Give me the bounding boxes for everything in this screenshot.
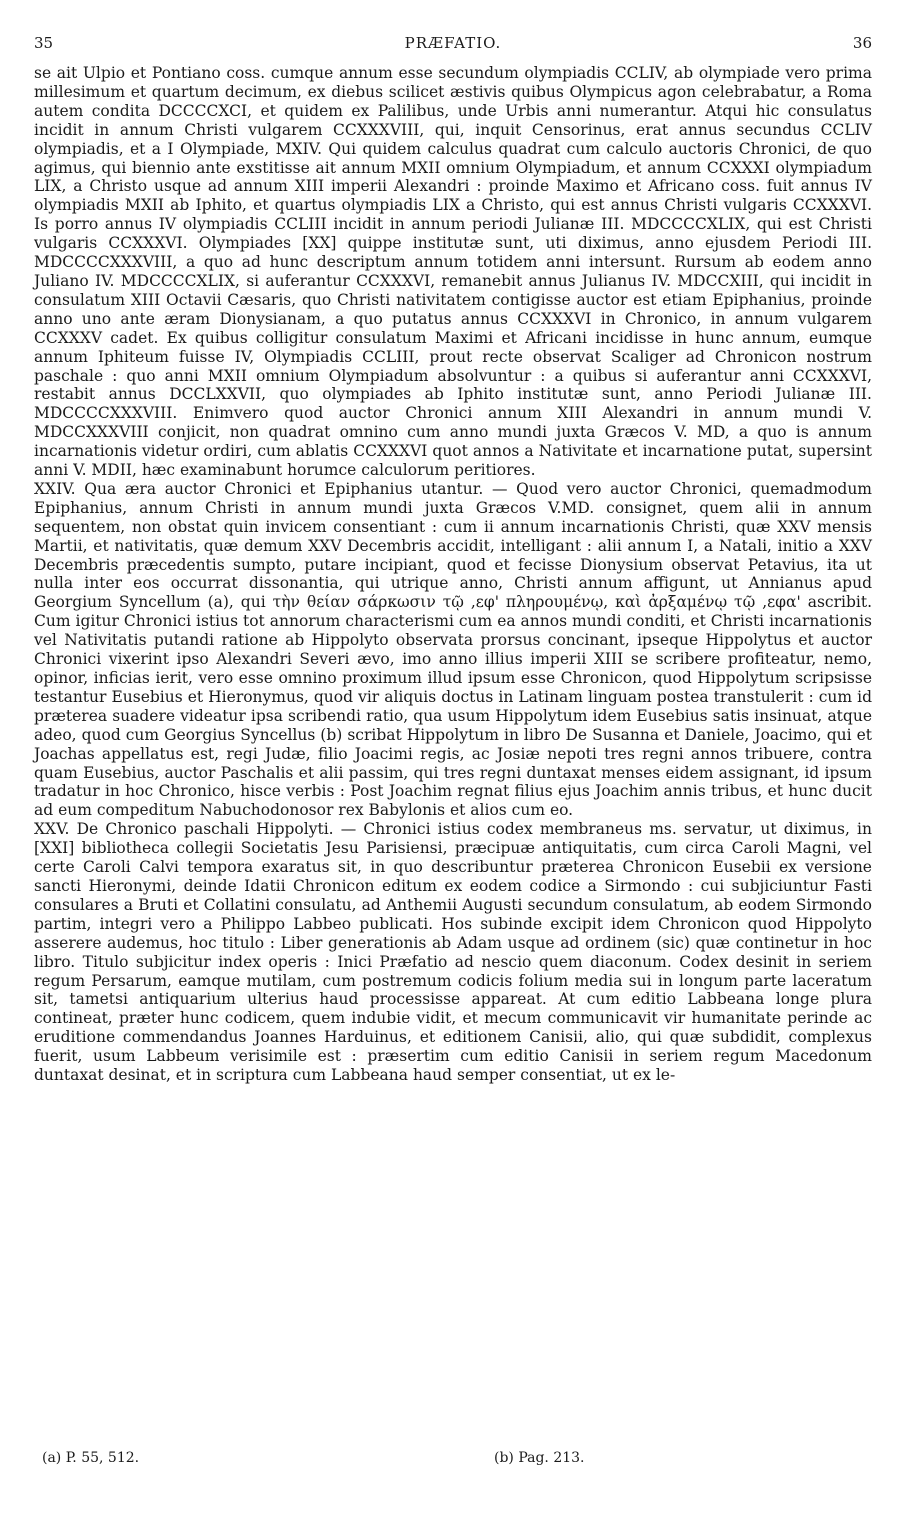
page-title: PRÆFATIO. [404,34,502,52]
footnote-a: (a) P. 55, 512. [42,1450,140,1466]
text-body [34,64,872,1085]
left-page-number: 35 [34,34,54,52]
footnotes [42,1450,842,1470]
paragraph-1: se ait Ulpio et Pontiano coss. cumque annum esse secundum olympiadis CCLIV, ab olympiade vero prima millesimum et quartum decimum, ex diebus scilicet æstivis quibus Olympicus agon celebrabatur, a Roma autem condita DCCCCXCI, et quidem ex Palilibus, unde Urbis anni numerantur. Atqui hic consulatus incidit in annum Christi vulgarem CCXXXVIII, qui, inquit Censorinus, erat annus secundus CCLIV olympiadis, et a I Olympiade, MXIV. Qui quidem calculus quadrat cum calculo auctoris Chronici, de quo agimus, qui biennio ante exstitisse ait annum MXII omnium Olympiadum, et annum CCXXXI olympiadum LIX, a Christo usque ad annum XIII imperii Alexandri : proinde Maximo et Africano coss. fuit annus IV olympiadis MXII ab Iphito, et quartus olympiadis LIX a Christo, qui est annus Christi vulgaris CCXXXVI. Is porro annus IV olympiadis CCLIII incidit in annum periodi Julianæ III. MDCCCCXLIX, qui est Christi vulgaris CCXXXVI. Olympiades [XX] quippe institutæ sunt, uti diximus, anno ejusdem Periodi III. MDCCCCXXXVIII, a quo ad hunc descriptum annum totidem anni intersunt. Rursum ab eodem anno Juliano IV. MDCCCCXLIX, si auferantur CCXXXVI, remanebit annus Julianus IV. MDCCXIII, qui incidit in consulatum XIII Octavii Cæsaris, quo Christi nativitatem contigisse auctor est etiam Epiphanius, proinde anno uno ante æram Dionysianam, a quo putatus annus CCXXXVI in Chronico, in annum vulgarem CCXXXV cadet. Ex quibus colligitur consulatum Maximi et Africani incidisse in hunc annum, eumque annum Iphiteum fuisse IV, Olympiadis CCLIII, prout recte observat Scaliger ad Chronicon nostrum paschale : quo anni MXII omnium Olympiadum absolvuntur : a quibus si auferantur anni CCXXXVI, restabit annus DCCLXXVII, quo olympiades ab Iphito institutæ sunt, anno Periodi Julianæ III. MDCCCCXXXVIII. Enimvero quod auctor Chronici annum XIII Alexandri in annum mundi V. MDCCXXXVIII conjicit, non quadrat omnino cum anno mundi juxta Græcos V. MD, a quo is annum incarnationis videtur ordiri, cum ablatis CCXXXVI quot annos a Nativitate et incarnatione putat, supersint anni V. MDII, hæc examinabunt horumce calculorum peritiores. [34,64,872,480]
right-page-number: 36 [852,34,872,52]
paragraph-2: XXIV. Qua æra auctor Chronici et Epiphanius utantur. — Quod vero auctor Chronici, quemadmodum Epiphanius, annum Christi in annum mundi juxta Græcos V.MD. consignet, quem alii in annum sequentem, non obstat quin invicem consentiant : cum ii annum incarnationis Christi, quæ XXV mensis Martii, et nativitatis, quæ demum XXV Decembris accidit, intelligant : alii annum I, a Natali, initio a XXV Decembris præcedentis sumpto, putare incipiant, quod et fecisse Dionysium observat Petavius, ita ut nulla inter eos occurrat dissonantia, qui utrique anno, Christi annum affigunt, ut Annianus apud Georgium Syncellum (a), qui τὴν θείαν σάρκωσιν τῷ ,εφ' πληρουμένῳ, καὶ ἀρξαμένῳ τῷ ,εφα' ascribit. Cum igitur Chronici istius tot annorum characterismi cum ea annos mundi conditi, et Christi incarnationis vel Nativitatis putandi ratione ab Hippolyto observata prorsus concinant, ipseque Hippolytus et auctor Chronici vixerint ipso Alexandri Severi ævo, imo anno illius imperii XIII se scribere profiteatur, nemo, opinor, inficias ierit, vero esse omnino proximum illud ipsum esse Chronicon, quod Hippolytum scripsisse testantur Eusebius et Hieronymus, quod vir aliquis doctus in Latinam linguam postea transtulerit : cum id præterea suadere videatur ipsa scribendi ratio, qua usum Hippolytum idem Eusebius satis insinuat, atque adeo, quod cum Georgius Syncellus (b) scribat Hippolytum in libro De Susanna et Daniele, Joacimo, qui et Joachas appellatus est, regi Judæ, filio Joacimi regis, ac Josiæ nepoti tres regni annos tribuere, contra quam Eusebius, auctor Paschalis et alii passim, qui tres regni duntaxat menses eidem assignant, id ipsum tradatur in hoc Chronico, hisce verbis : Post Joachim regnat filius ejus Joachim annis tribus, et hunc ducit ad eum compeditum Nabuchodonosor rex Babylonis et alios cum eo. [34,479,872,820]
footnote-b: (b) Pag. 213. [494,1450,585,1466]
paragraph-3: XXV. De Chronico paschali Hippolyti. — Chronici istius codex membraneus ms. servatur, ut diximus, in [XXI] bibliotheca collegii Societatis Jesu Parisiensi, præcipuæ antiquitatis, cum circa Caroli Magni, vel certe Caroli Calvi tempora exaratus sit, in quo describuntur præterea Chronicon Eusebii ex versione sancti Hieronymi, deinde Idatii Chronicon editum ex eodem codice a Sirmondo : cui subjiciuntur Fasti consulares a Bruti et Collatini consulatu, ad Anthemii Augusti secundum consulatum, ab eodem Sirmondo partim, integri vero a Philippo Labbeo publicati. Hos subinde excipit idem Chronicon quod Hippolyto asserere audemus, hoc titulo : Liber generationis ab Adam usque ad ordinem (sic) quæ continetur in hoc libro. Titulo subjicitur index operis : Inici Præfatio ad nescio quem diaconum. Codex desinit in seriem regum Persarum, eamque mutilam, cum postremum codicis folium media sui in longum parte laceratum sit, tametsi antiquarium ulterius haud processisse appareat. At cum editio Labbeana longe plura contineat, præter hunc codicem, quem indubie vidit, et mecum communicavit vir humanitate perinde ac eruditione commendandus Joannes Harduinus, et editionem Canisii, alio, qui quæ subdidit, complexus fuerit, usum Labbeum verisimile est : præsertim cum editio Canisii in seriem regum Macedonum duntaxat desinat, et in scriptura cum Labbeana haud semper consentiat, ut ex le- [34,820,872,1085]
running-header [34,34,872,56]
